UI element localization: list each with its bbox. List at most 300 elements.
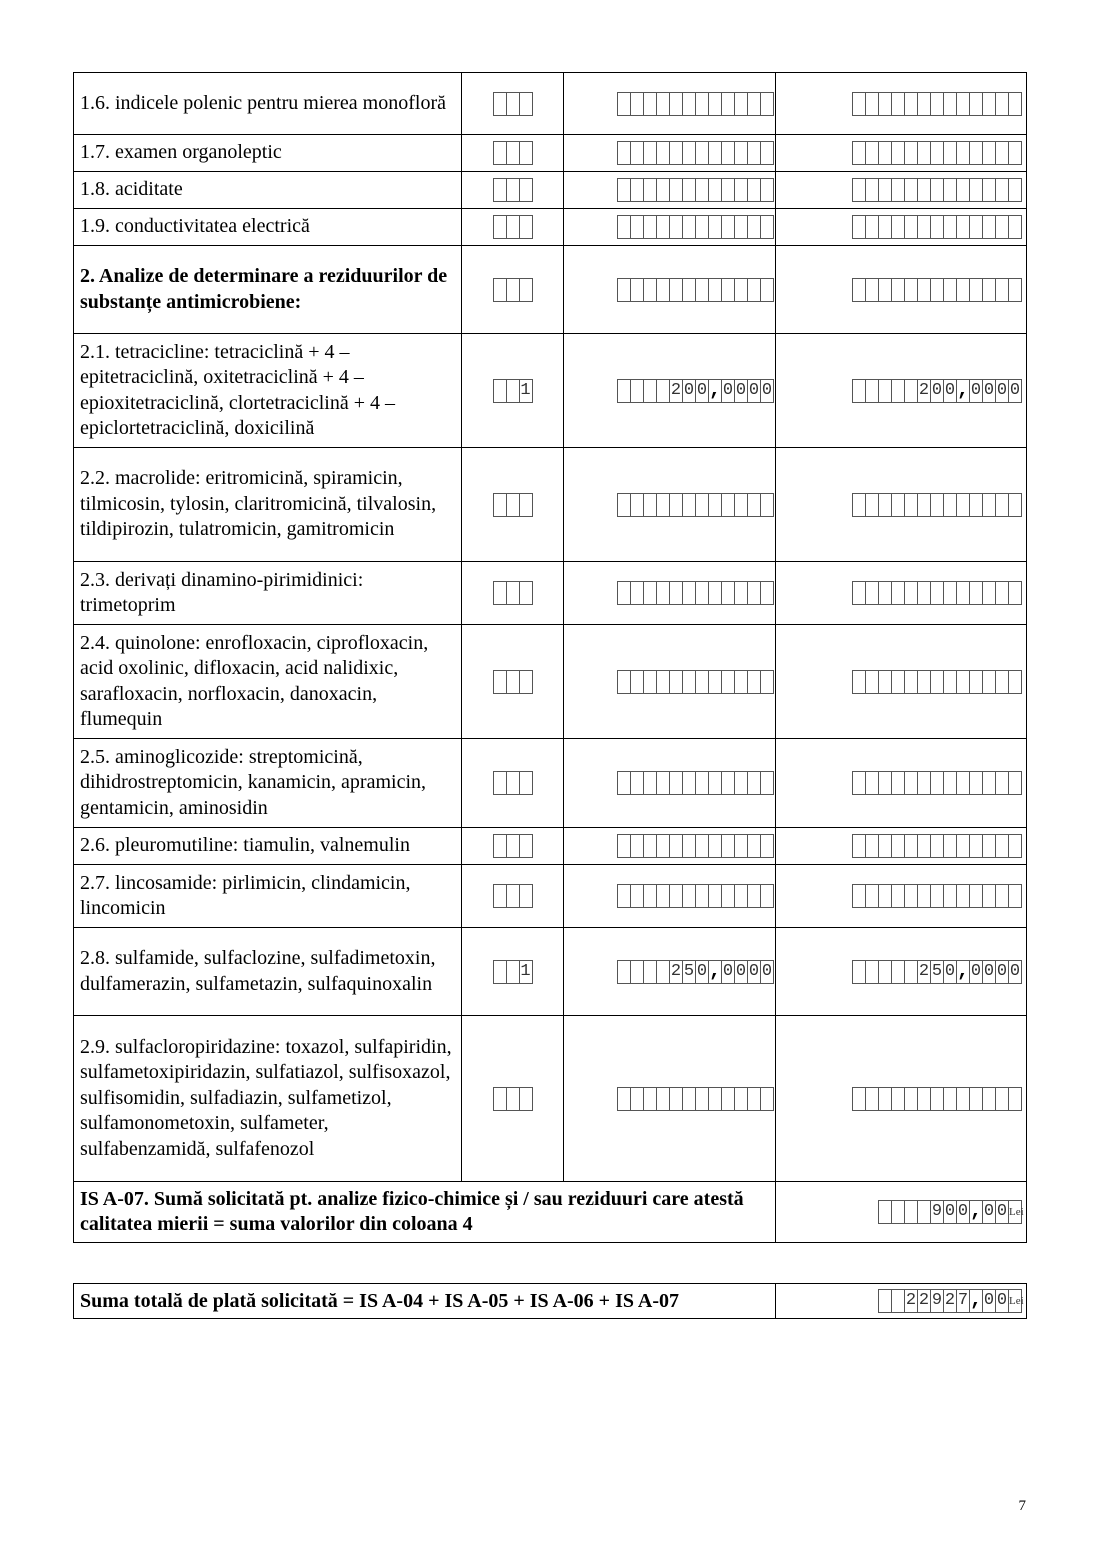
quantity-boxes[interactable]	[493, 493, 533, 517]
digit-box	[852, 278, 865, 302]
quantity-boxes[interactable]	[493, 379, 533, 403]
digit-box	[747, 178, 760, 202]
digit-box: 0	[721, 379, 734, 403]
digit-box	[1008, 178, 1022, 202]
summary-value-boxes[interactable]	[878, 1200, 1022, 1224]
digit-box: 2	[904, 1289, 917, 1313]
unit-price-boxes[interactable]	[617, 581, 774, 605]
digit-box	[1008, 92, 1022, 116]
digit-box	[995, 834, 1008, 858]
digit-box	[943, 278, 956, 302]
digit-box	[721, 834, 734, 858]
digit-box	[1008, 141, 1022, 165]
digit-box	[519, 834, 533, 858]
digit-box: 0	[747, 960, 760, 984]
digit-box	[682, 92, 695, 116]
digit-box	[1008, 884, 1022, 908]
digit-box	[917, 141, 930, 165]
unit-price-boxes[interactable]	[617, 834, 774, 858]
digit-box	[493, 670, 506, 694]
total-cell	[776, 1016, 1027, 1182]
digit-box	[878, 960, 891, 984]
digit-box: 0	[943, 960, 956, 984]
digit-box	[669, 834, 682, 858]
decimal-comma-box: ,	[709, 959, 722, 983]
digit-box	[982, 215, 995, 239]
digit-box	[969, 771, 982, 795]
digit-box	[656, 771, 669, 795]
table-row	[74, 73, 1027, 135]
digit-box	[506, 834, 519, 858]
digit-box	[493, 493, 506, 517]
unit-price-boxes[interactable]	[617, 493, 774, 517]
qty-cell	[462, 448, 564, 562]
digit-box	[519, 178, 533, 202]
digit-box	[493, 960, 506, 984]
unit-price-boxes[interactable]	[617, 670, 774, 694]
analysis-table	[73, 72, 1027, 1243]
digit-box	[643, 771, 656, 795]
digit-box: 5	[930, 960, 943, 984]
digit-box	[969, 215, 982, 239]
digit-box: 0	[943, 1200, 956, 1224]
row-label: 1.9. conductivitatea electrică	[74, 209, 462, 246]
digit-box	[956, 278, 969, 302]
digit-box	[904, 92, 917, 116]
total-cell	[776, 448, 1027, 562]
digit-box	[734, 92, 747, 116]
digit-box: 0	[982, 1289, 995, 1313]
digit-box	[852, 581, 865, 605]
digit-box	[878, 1289, 891, 1313]
digit-box	[721, 1087, 734, 1111]
digit-box	[995, 141, 1008, 165]
digit-box	[747, 1087, 760, 1111]
decimal-comma-box: ,	[957, 959, 970, 983]
digit-box	[878, 670, 891, 694]
digit-box	[669, 670, 682, 694]
total-value-boxes[interactable]	[852, 581, 1022, 605]
digit-box: 0	[943, 379, 956, 403]
digit-box	[852, 960, 865, 984]
total-value-boxes[interactable]	[852, 278, 1022, 302]
digit-box	[617, 379, 630, 403]
digit-box	[656, 581, 669, 605]
digit-box	[617, 771, 630, 795]
digit-box: 0	[760, 960, 774, 984]
summary-label: IS A-07. Sumă solicitată pt. analize fizico-chimice și / sau reziduuri care atestă calitatea mierii = suma valorilor din coloana 4	[74, 1182, 776, 1243]
digit-box	[852, 670, 865, 694]
digit-box: 5	[682, 960, 695, 984]
digit-box	[878, 1200, 891, 1224]
digit-box	[708, 141, 721, 165]
digit-box	[956, 493, 969, 517]
digit-box	[643, 493, 656, 517]
digit-box	[969, 670, 982, 694]
digit-box	[956, 581, 969, 605]
digit-box	[682, 215, 695, 239]
digit-box	[617, 581, 630, 605]
total-cell	[776, 334, 1027, 448]
digit-box	[943, 493, 956, 517]
table-row	[74, 172, 1027, 209]
digit-box	[995, 1087, 1008, 1111]
digit-box	[904, 379, 917, 403]
total-value-boxes[interactable]	[852, 215, 1022, 239]
decimal-comma-box: ,	[970, 1200, 983, 1223]
digit-box	[734, 670, 747, 694]
qty-cell	[462, 172, 564, 209]
digit-box	[506, 670, 519, 694]
digit-box: 0	[760, 379, 774, 403]
digit-box	[682, 178, 695, 202]
digit-box	[506, 141, 519, 165]
digit-box	[982, 141, 995, 165]
digit-box	[721, 670, 734, 694]
qty-cell	[462, 73, 564, 135]
digit-box	[493, 92, 506, 116]
digit-box	[630, 92, 643, 116]
digit-box	[695, 141, 708, 165]
digit-box	[1008, 834, 1022, 858]
digit-box	[630, 215, 643, 239]
digit-box	[878, 141, 891, 165]
total-value-boxes[interactable]	[852, 771, 1022, 795]
digit-box	[760, 92, 774, 116]
digit-box	[695, 178, 708, 202]
digit-box	[1008, 1087, 1022, 1111]
digit-box	[493, 178, 506, 202]
digit-box	[930, 178, 943, 202]
digit-box	[891, 1087, 904, 1111]
unit-price-boxes[interactable]	[617, 141, 774, 165]
digit-box	[682, 493, 695, 517]
digit-box	[682, 834, 695, 858]
digit-box	[1008, 670, 1022, 694]
digit-box	[617, 884, 630, 908]
table-row	[74, 448, 1027, 562]
summary-row	[74, 1182, 1027, 1243]
digit-box	[695, 1087, 708, 1111]
digit-box	[917, 884, 930, 908]
digit-box	[669, 92, 682, 116]
digit-box: 2	[943, 1289, 956, 1313]
qty-cell	[462, 209, 564, 246]
total-cell	[776, 246, 1027, 334]
digit-box	[682, 670, 695, 694]
digit-box: 0	[747, 379, 760, 403]
row-label: 2.7. lincosamide: pirlimicin, clindamicin, lincomicin	[74, 865, 462, 928]
digit-box	[643, 884, 656, 908]
digit-box	[630, 670, 643, 694]
digit-box	[943, 581, 956, 605]
grand-total-value-boxes[interactable]	[878, 1289, 1022, 1313]
price-cell	[564, 209, 776, 246]
digit-box	[734, 178, 747, 202]
digit-box: 2	[669, 379, 682, 403]
digit-box	[982, 493, 995, 517]
digit-box	[865, 1087, 878, 1111]
digit-box	[904, 215, 917, 239]
digit-box	[865, 141, 878, 165]
price-cell	[564, 562, 776, 625]
digit-box	[878, 834, 891, 858]
digit-box	[506, 771, 519, 795]
qty-cell	[462, 334, 564, 448]
digit-box	[943, 834, 956, 858]
digit-box	[695, 771, 708, 795]
total-cell	[776, 172, 1027, 209]
unit-price-boxes[interactable]	[617, 278, 774, 302]
decimal-comma-box: ,	[709, 378, 722, 402]
digit-box	[493, 884, 506, 908]
quantity-boxes[interactable]	[493, 215, 533, 239]
quantity-boxes[interactable]	[493, 1087, 533, 1111]
total-value-boxes[interactable]	[852, 670, 1022, 694]
digit-box	[943, 178, 956, 202]
digit-box: 9	[930, 1200, 943, 1224]
digit-box	[995, 670, 1008, 694]
digit-box	[669, 493, 682, 517]
digit-box	[943, 141, 956, 165]
digit-box	[734, 1087, 747, 1111]
quantity-boxes[interactable]	[493, 92, 533, 116]
digit-box	[682, 771, 695, 795]
digit-box	[904, 1200, 917, 1224]
unit-price-boxes[interactable]	[617, 884, 774, 908]
digit-box: 2	[917, 960, 930, 984]
digit-box: 0	[956, 1200, 969, 1224]
digit-box	[943, 884, 956, 908]
quantity-boxes[interactable]	[493, 834, 533, 858]
digit-box	[656, 141, 669, 165]
unit-price-boxes[interactable]	[617, 178, 774, 202]
digit-box	[682, 581, 695, 605]
digit-box	[617, 960, 630, 984]
digit-box	[982, 92, 995, 116]
digit-box	[669, 215, 682, 239]
total-value-boxes[interactable]	[852, 493, 1022, 517]
digit-box	[506, 1087, 519, 1111]
digit-box: 1	[519, 960, 533, 984]
digit-box	[852, 834, 865, 858]
digit-box	[721, 581, 734, 605]
quantity-boxes[interactable]	[493, 884, 533, 908]
total-value-boxes[interactable]	[852, 141, 1022, 165]
page-number: 7	[1018, 1498, 1026, 1514]
digit-box	[519, 278, 533, 302]
digit-box	[878, 581, 891, 605]
digit-box	[982, 884, 995, 908]
digit-box: 0	[995, 379, 1008, 403]
digit-box	[721, 141, 734, 165]
digit-box	[995, 178, 1008, 202]
digit-box	[891, 1200, 904, 1224]
digit-box	[617, 670, 630, 694]
table-row	[74, 334, 1027, 448]
price-cell	[564, 928, 776, 1016]
digit-box	[878, 278, 891, 302]
digit-box	[878, 379, 891, 403]
digit-box	[891, 581, 904, 605]
digit-box	[656, 278, 669, 302]
unit-price-boxes[interactable]	[617, 1087, 774, 1111]
unit-price-boxes[interactable]	[617, 215, 774, 239]
digit-box	[643, 1087, 656, 1111]
unit-price-boxes[interactable]	[617, 771, 774, 795]
digit-box	[904, 581, 917, 605]
total-value-boxes[interactable]	[852, 884, 1022, 908]
digit-box	[493, 581, 506, 605]
digit-box: 2	[669, 960, 682, 984]
digit-box	[878, 178, 891, 202]
quantity-boxes[interactable]	[493, 670, 533, 694]
price-cell	[564, 828, 776, 865]
digit-box	[930, 670, 943, 694]
digit-box	[734, 771, 747, 795]
digit-box	[656, 960, 669, 984]
digit-box	[760, 215, 774, 239]
digit-box	[760, 884, 774, 908]
digit-box: 0	[734, 379, 747, 403]
digit-box	[630, 834, 643, 858]
digit-box	[519, 92, 533, 116]
digit-box: 0	[1008, 379, 1022, 403]
digit-box	[904, 670, 917, 694]
digit-box	[865, 960, 878, 984]
digit-box	[506, 884, 519, 908]
qty-cell	[462, 928, 564, 1016]
digit-box	[643, 278, 656, 302]
digit-box	[630, 581, 643, 605]
digit-box	[695, 884, 708, 908]
digit-box	[930, 493, 943, 517]
digit-box	[708, 215, 721, 239]
digit-box	[852, 141, 865, 165]
unit-price-boxes[interactable]	[617, 960, 774, 984]
total-cell	[776, 865, 1027, 928]
digit-box	[747, 141, 760, 165]
analysis-rows	[74, 73, 1027, 1182]
digit-box	[519, 1087, 533, 1111]
digit-box	[930, 884, 943, 908]
price-cell	[564, 246, 776, 334]
total-value-boxes[interactable]	[852, 178, 1022, 202]
digit-box	[519, 215, 533, 239]
digit-box	[904, 771, 917, 795]
summary-value-cell	[776, 1182, 1027, 1243]
digit-box	[995, 278, 1008, 302]
digit-box	[865, 493, 878, 517]
digit-box	[904, 278, 917, 302]
digit-box	[493, 379, 506, 403]
quantity-boxes[interactable]	[493, 581, 533, 605]
total-value-boxes[interactable]	[852, 834, 1022, 858]
digit-box	[865, 884, 878, 908]
digit-box	[656, 834, 669, 858]
price-cell	[564, 1016, 776, 1182]
digit-box	[617, 92, 630, 116]
quantity-boxes[interactable]	[493, 178, 533, 202]
digit-box	[747, 215, 760, 239]
digit-box	[643, 141, 656, 165]
digit-box: 1	[519, 379, 533, 403]
digit-box	[943, 670, 956, 694]
total-cell	[776, 739, 1027, 828]
digit-box: 0	[969, 379, 982, 403]
digit-box	[969, 141, 982, 165]
total-value-boxes[interactable]	[852, 92, 1022, 116]
digit-box	[904, 178, 917, 202]
digit-box	[721, 215, 734, 239]
digit-box	[956, 215, 969, 239]
digit-box	[969, 834, 982, 858]
digit-box	[917, 493, 930, 517]
digit-box	[891, 215, 904, 239]
unit-price-boxes[interactable]	[617, 379, 774, 403]
digit-box	[734, 141, 747, 165]
digit-box	[943, 771, 956, 795]
digit-box	[630, 141, 643, 165]
digit-box	[891, 884, 904, 908]
digit-box	[995, 493, 1008, 517]
digit-box	[852, 178, 865, 202]
digit-box	[493, 834, 506, 858]
digit-box	[982, 1087, 995, 1111]
quantity-boxes[interactable]	[493, 141, 533, 165]
qty-cell	[462, 828, 564, 865]
digit-box	[995, 771, 1008, 795]
digit-box	[891, 960, 904, 984]
digit-box	[747, 581, 760, 605]
digit-box	[760, 141, 774, 165]
total-value-boxes[interactable]	[852, 1087, 1022, 1111]
digit-box	[656, 493, 669, 517]
decimal-comma-box: ,	[957, 378, 970, 402]
digit-box: 0	[995, 1289, 1008, 1313]
digit-box	[995, 581, 1008, 605]
quantity-boxes[interactable]	[493, 278, 533, 302]
price-cell	[564, 73, 776, 135]
total-cell	[776, 209, 1027, 246]
grand-total-table	[73, 1283, 1027, 1319]
digit-box	[982, 581, 995, 605]
row-label: 2.1. tetracicline: tetraciclină + 4 – epitetraciclină, oxitetraciclină + 4 – epioxitetraciclină, clortetraciclină + 4 – epiclortetraciclină, doxicilină	[74, 334, 462, 448]
digit-box	[891, 493, 904, 517]
quantity-boxes[interactable]	[493, 960, 533, 984]
digit-box	[506, 960, 519, 984]
digit-box	[904, 493, 917, 517]
digit-box	[747, 670, 760, 694]
digit-box	[969, 178, 982, 202]
digit-box	[643, 215, 656, 239]
digit-box	[969, 493, 982, 517]
digit-box	[1008, 581, 1022, 605]
row-label: 1.6. indicele polenic pentru mierea monofloră	[74, 73, 462, 135]
digit-box: 0	[930, 379, 943, 403]
quantity-boxes[interactable]	[493, 771, 533, 795]
digit-box	[995, 92, 1008, 116]
digit-box	[493, 215, 506, 239]
total-value-boxes[interactable]	[852, 379, 1022, 403]
digit-box	[721, 884, 734, 908]
digit-box	[917, 1087, 930, 1111]
unit-price-boxes[interactable]	[617, 92, 774, 116]
digit-box	[695, 92, 708, 116]
total-value-boxes[interactable]	[852, 960, 1022, 984]
digit-box	[721, 178, 734, 202]
digit-box	[904, 141, 917, 165]
